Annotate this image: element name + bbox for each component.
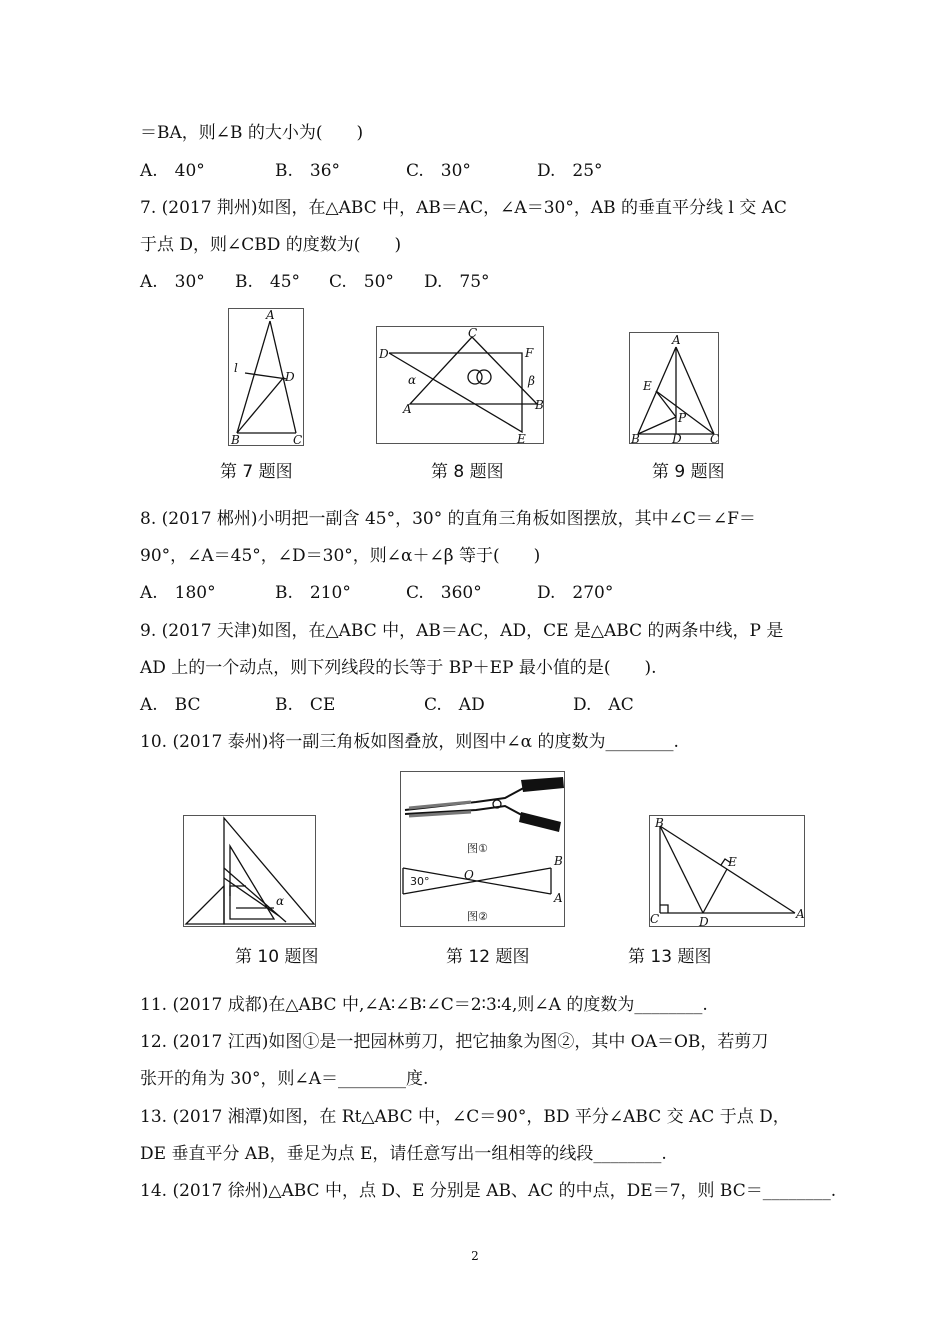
f8-label-b: B — [535, 398, 544, 412]
f13-label-c: C — [650, 912, 660, 926]
caption-figure-9: 第 9 题图 — [652, 462, 725, 482]
q11-stem: 11. (2017 成都)在△ABC 中,∠A∶∠B∶∠C＝2∶3∶4,则∠A 的度数为________. — [140, 995, 708, 1015]
caption-figure-7: 第 7 题图 — [220, 462, 293, 482]
caption-figure-10: 第 10 题图 — [235, 947, 319, 967]
q9-option-d[interactable]: D. AC — [573, 695, 634, 715]
f12-label-b: B — [554, 854, 563, 868]
f8-label-e: E — [517, 432, 526, 445]
f7-label-d: D — [285, 370, 295, 384]
q8-option-c[interactable]: C. 360° — [406, 583, 482, 603]
figure-8 — [376, 326, 544, 444]
f10-label-alpha: α — [276, 894, 285, 908]
q7-option-d[interactable]: D. 75° — [424, 272, 490, 292]
q9-option-b[interactable]: B. CE — [275, 695, 336, 715]
f12-label-fig2: 图② — [467, 910, 488, 923]
f8-label-d: D — [379, 347, 389, 361]
f9-label-a: A — [672, 333, 681, 347]
f8-label-a: A — [403, 402, 412, 416]
q13-stem-line2: DE 垂直平分 AB，垂足为点 E，请任意写出一组相等的线段________. — [140, 1144, 667, 1164]
figure-8-drawing — [377, 327, 545, 445]
figure-9 — [629, 332, 719, 444]
caption-figure-8: 第 8 题图 — [431, 462, 504, 482]
caption-figure-12: 第 12 题图 — [446, 947, 530, 967]
f9-label-d: D — [672, 432, 682, 445]
figure-13 — [649, 815, 805, 927]
f12-label-o: O — [464, 868, 474, 882]
q6-option-c[interactable]: C. 30° — [406, 161, 471, 181]
q10-stem: 10. (2017 泰州)将一副三角板如图叠放，则图中∠α 的度数为________. — [140, 732, 679, 752]
f9-label-p: P — [678, 411, 687, 425]
q7-stem-line1: 7. (2017 荆州)如图，在△ABC 中，AB＝AC，∠A＝30°，AB 的垂直平分线 l 交 AC — [140, 198, 787, 218]
q8-option-d[interactable]: D. 270° — [537, 583, 614, 603]
q6-option-d[interactable]: D. 25° — [537, 161, 603, 181]
f12-label-a: A — [554, 891, 563, 905]
f8-label-f: F — [525, 346, 534, 360]
f7-label-a: A — [266, 309, 275, 322]
f7-label-l: l — [234, 361, 238, 375]
figure-12-drawing — [401, 772, 566, 928]
q12-stem-line2: 张开的角为 30°，则∠A＝________度. — [140, 1069, 429, 1089]
q9-option-a[interactable]: A. BC — [140, 695, 201, 715]
f8-label-c: C — [468, 327, 478, 340]
q8-stem-line2: 90°，∠A＝45°，∠D＝30°，则∠α＋∠β 等于( ) — [140, 546, 541, 566]
f13-label-b: B — [655, 816, 664, 830]
q6-option-a[interactable]: A. 40° — [140, 161, 205, 181]
f12-label-fig1: 图① — [467, 842, 488, 855]
q7-option-c[interactable]: C. 50° — [329, 272, 394, 292]
f7-label-b: B — [231, 433, 240, 447]
f13-label-a: A — [796, 907, 805, 921]
f12-label-angle: 30° — [410, 875, 430, 888]
q6-stem-end: ＝BA，则∠B 的大小为( ) — [140, 123, 364, 143]
figure-13-drawing — [650, 816, 806, 928]
q7-option-b[interactable]: B. 45° — [235, 272, 301, 292]
f9-label-e: E — [643, 379, 652, 393]
figure-10 — [183, 815, 316, 927]
q9-option-c[interactable]: C. AD — [424, 695, 485, 715]
figure-7 — [228, 308, 304, 446]
f8-label-alpha: α — [408, 373, 417, 387]
q7-stem-line2: 于点 D，则∠CBD 的度数为( ) — [140, 235, 402, 255]
q12-stem-line1: 12. (2017 江西)如图①是一把园林剪刀，把它抽象为图②，其中 OA＝OB，若剪刀 — [140, 1032, 769, 1052]
q14-stem: 14. (2017 徐州)△ABC 中，点 D、E 分别是 AB、AC 的中点，DE＝7，则 BC＝________. — [140, 1181, 837, 1201]
q7-option-a[interactable]: A. 30° — [140, 272, 205, 292]
figure-9-drawing — [630, 333, 720, 445]
figure-7-drawing — [229, 309, 305, 447]
q9-stem-line2: AD 上的一个动点，则下列线段的长等于 BP＋EP 最小值的是( ). — [140, 658, 657, 678]
f9-label-b: B — [631, 432, 640, 445]
q8-option-b[interactable]: B. 210° — [275, 583, 351, 603]
q6-option-b[interactable]: B. 36° — [275, 161, 341, 181]
f13-label-e: E — [728, 855, 737, 869]
f9-label-c: C — [710, 432, 720, 445]
page-number: 2 — [471, 1249, 479, 1263]
f8-label-beta: β — [528, 374, 535, 388]
q13-stem-line1: 13. (2017 湘潭)如图，在 Rt△ABC 中，∠C＝90°，BD 平分∠ABC 交 AC 于点 D， — [140, 1107, 790, 1127]
f13-label-d: D — [699, 915, 709, 928]
figure-10-drawing — [184, 816, 317, 928]
f7-label-c: C — [293, 433, 303, 447]
q9-stem-line1: 9. (2017 天津)如图，在△ABC 中，AB＝AC，AD，CE 是△ABC 的两条中线，P 是 — [140, 621, 784, 641]
q8-option-a[interactable]: A. 180° — [140, 583, 216, 603]
caption-figure-13: 第 13 题图 — [628, 947, 712, 967]
figure-12 — [400, 771, 565, 927]
q8-stem-line1: 8. (2017 郴州)小明把一副含 45°，30° 的直角三角板如图摆放，其中∠C＝∠F＝ — [140, 509, 756, 529]
